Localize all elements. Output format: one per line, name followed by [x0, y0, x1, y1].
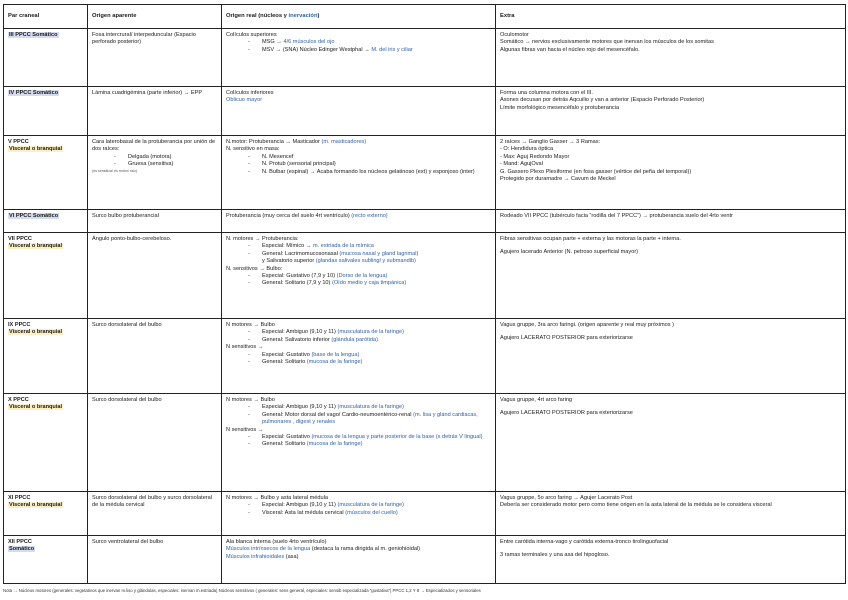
nerve-iii-real-origin — [222, 29, 496, 87]
item-innervation: (mucosa nasal y gland lagrimal) — [339, 250, 419, 257]
nerve-ix-motor-list — [226, 329, 491, 344]
item-text: (asa) — [285, 553, 299, 560]
nerve-vii-origin: Ángulo ponto-bulbo-cerebeloso. — [88, 233, 222, 319]
nerve-iii-real-title: Colículos superiores — [226, 32, 277, 38]
nerve-vii-motor-list — [226, 243, 491, 265]
real-line — [226, 546, 491, 553]
nerve-vi-origin: Surco bulbo protuberancial — [88, 210, 222, 233]
sensitive-title: N sensitivos → — [226, 344, 264, 351]
list-item — [226, 273, 491, 280]
nerve-vii-sensitive-list — [226, 273, 491, 288]
item-text: (destaca la rama dirigida al m. geniohioidal) — [311, 546, 421, 553]
nerve-v-sensitive-list — [226, 154, 491, 176]
nerve-xii-type: Somático — [9, 546, 35, 553]
motor-title: N motores → Bulbo — [226, 322, 275, 328]
item-text: MSG → — [262, 39, 284, 46]
nerve-vii-extra — [496, 233, 846, 319]
extra-line: Somático → nervios exclusivamente motores que inervan los músculos de los somitas — [500, 39, 714, 46]
item-innervation: (musculatura de la faringe) — [337, 329, 404, 336]
nerve-xi-origin: Surco dorsolateral del bulbo y surco dorsolateral de la médula cervical — [88, 492, 222, 536]
nerve-iii-origin: Fosa intercrural/ interpeduncular (Espacio perforado posterior) — [88, 29, 222, 87]
nerve-xi-motor-list — [226, 502, 491, 517]
nerve-x-sensitive-list — [226, 434, 491, 449]
row-nerve-v — [4, 136, 846, 210]
row-nerve-xii — [4, 536, 846, 584]
nerve-iv-extra — [496, 87, 846, 136]
list-item — [226, 352, 491, 359]
nerve-iv-name: IV PPCC Somático — [9, 90, 59, 96]
extra-line: Axones decusan por detrás Aqcuilio y van a anterior (Espacio Perforado Posterior) — [500, 97, 705, 104]
row-nerve-vi — [4, 210, 846, 233]
nerve-iv-name-cell — [4, 87, 88, 136]
item-text: Protuberancia (muy cerca del suelo 4rt ventrículo) — [226, 213, 352, 219]
list-item — [226, 441, 491, 448]
nerve-x-name-cell — [4, 394, 88, 492]
extra-line: Oculomotor — [500, 32, 529, 38]
extra-line: Fibras sensitivas ocupan parte + externa y las motoras la parte + interna. — [500, 236, 681, 242]
item-text: General: Solitario — [262, 441, 307, 448]
item-text: MSV → (SNA) Núcleo Edinger Westphal → — [262, 46, 372, 53]
item-innervation: (m. lisa y glánd cardiacas, pulmonares , digest y renales — [262, 411, 478, 426]
item-text: Visceral: Asta lat médula cervical — [262, 509, 346, 516]
nerve-iv-origin: Lámina cuadrigémina (parte inferior) → EPP — [88, 87, 222, 136]
nerve-ix-real-origin — [222, 319, 496, 394]
nerve-vii-name-cell — [4, 233, 88, 319]
item-text: General: Solitario (7,9 y 10) — [262, 280, 332, 287]
nerve-v-roots — [92, 154, 217, 169]
nerve-iii-real-list — [226, 39, 491, 54]
header-origen-real — [222, 5, 496, 29]
list-item — [226, 412, 491, 427]
list-item — [226, 47, 491, 54]
item-text: General: Solitario — [262, 358, 307, 365]
nerve-xii-name: XII PPCC — [8, 539, 32, 545]
extra-line: Debería ser considerado motor pero como tiene origen en la asta lateral de la médula se le considera visceral — [500, 502, 772, 509]
nerve-iii-extra — [496, 29, 846, 87]
header-par-craneal: Par craneal — [4, 5, 88, 29]
item-innervation: (glándula parótida) — [331, 336, 378, 343]
item-text: General: Salivatorio inferior — [262, 336, 332, 343]
list-item: - Gruesa (sensitiva) — [92, 161, 217, 168]
nerve-iv-innervation: Oblicuo mayor — [226, 97, 263, 104]
origin-text: Cara laterobasal de la protuberancia por unión de dos raíces: — [92, 139, 216, 153]
nerve-x-real-origin — [222, 394, 496, 492]
item-innervation: (recto externo) — [351, 213, 388, 219]
nerve-iv-real-origin — [222, 87, 496, 136]
motor-title: N motores → Bulbo y asta lateral médula — [226, 495, 328, 501]
nerve-x-name: X PPCC — [8, 397, 29, 403]
row-nerve-x — [4, 394, 846, 492]
nerve-xii-extra — [496, 536, 846, 584]
nerve-x-extra — [496, 394, 846, 492]
sensitive-title: N sensitivos → — [226, 426, 264, 433]
nerve-v-name: V PPCC — [8, 139, 29, 145]
list-item — [226, 243, 491, 250]
list-item — [226, 337, 491, 344]
footnote: Nota → Núcleos motores (generales: vegetativos que inervan m.liso y glándulas, especiales: inervan m.estriada) Núcleos sensitivos ( generales: sens general, especiales: sensib especializada “gustativa”) PPCC 1,2 Y 8 → Especializados y sensoriales — [3, 588, 481, 593]
nerve-ix-type: Visceral o branquial — [9, 329, 63, 336]
nerve-vi-extra: Rodeado VII PPCC (tubérculo facia “rodilla del 7 PPCC”) → protuberancia suelo del 4rto ventr — [496, 210, 846, 233]
list-item — [226, 434, 491, 441]
nerve-vii-type: Visceral o branquial — [9, 243, 63, 250]
nerve-vi-real-origin — [222, 210, 496, 233]
motor-title: N. motores → Protuberancia: — [226, 236, 299, 242]
item-innervation: (musculatura de la faringe) — [337, 404, 404, 411]
header-extra: Extra — [496, 5, 846, 29]
list-item: - N. Mesencef — [226, 154, 491, 161]
list-item — [226, 280, 491, 287]
list-item — [226, 329, 491, 336]
item-innervation: (mucosa de la lengua y parte posterior de la base (x detrás V lingual) — [311, 433, 483, 440]
nerve-vi-name-cell — [4, 210, 88, 233]
list-item: - N. Bulbar (espinal) → Acaba formando los núcleos gelatinoso (ext) y esponjoso (inter) — [226, 169, 491, 176]
nerve-x-motor-list — [226, 404, 491, 426]
item-innervation: 4/6 músculos del ojo — [283, 39, 335, 46]
extra-line: Vagus gruppe, 5o arco faring → Agujer Lacerato Post — [500, 495, 633, 501]
item-innervation: (mucosa de la faringe) — [306, 358, 363, 365]
extra-line: 2 raíces → Ganglio Gasser → 3 Ramas: — [500, 139, 601, 145]
nerve-v-origin — [88, 136, 222, 210]
nerve-ix-sensitive-list — [226, 352, 491, 367]
real-line: Ala blanca interna (suelo 4rto ventrículo) — [226, 539, 327, 545]
list-item — [226, 359, 491, 366]
extra-line: - Max: Aguj Redondo Mayor — [500, 153, 570, 160]
item-innervation: (mucosa de la faringe) — [306, 441, 363, 448]
row-nerve-vii — [4, 233, 846, 319]
cranial-nerves-table-sheet — [3, 4, 845, 584]
extra-line: Agujero LACERATO POSTERIOR para exteriorizarse — [500, 410, 633, 417]
nerve-iii-name: III PPCC Somático — [9, 32, 58, 38]
item-innervation: (Oído medio y caja timpánica) — [331, 280, 407, 287]
item-text: Especial: Ambiguo (9,10 y 11) — [262, 329, 338, 336]
nerve-vi-name: VI PPCC Somático — [9, 213, 59, 219]
extra-line: Agujero LACERATO POSTERIOR para exteriorizarse — [500, 335, 633, 342]
extra-line: G. Gassero Plexo Plexiforme (en fosa gasser (vértice del peña del temporal)) — [500, 168, 692, 175]
item-text: Especial: Mímico → — [262, 243, 313, 250]
real-line — [226, 554, 491, 561]
row-nerve-iii — [4, 29, 846, 87]
nerve-xii-real-origin — [222, 536, 496, 584]
list-item: - Delgada (motora) — [92, 154, 217, 161]
nerve-xi-name-cell — [4, 492, 88, 536]
item-text: Especial: Ambiguo (9,10 y 11) — [262, 502, 338, 509]
extra-line: Forma una columna motora con el III. — [500, 90, 593, 96]
nerve-v-real-origin — [222, 136, 496, 210]
sensitive-title: N. sensitivo en masa: — [226, 146, 280, 153]
item-innervation: M. del iris y ciliar — [371, 46, 413, 53]
nerve-x-type: Visceral o branquial — [9, 404, 63, 411]
extra-line: Entre carótida interna-vago y carótida externa-tronco tirolinguofacial — [500, 539, 669, 545]
nerve-xi-real-origin — [222, 492, 496, 536]
nerve-xii-origin: Surco ventrolateral del bulbo — [88, 536, 222, 584]
item-text: Especial: Gustativo (7,9 y 10) — [262, 272, 337, 279]
extra-line: 3 ramas terminales y una asa del hipogloso. — [500, 552, 610, 559]
nerve-xi-name: XI PPCC — [8, 495, 31, 501]
item-innervation: (músculos del cuello) — [345, 509, 398, 516]
item-innervation: (m. masticadores) — [321, 139, 367, 145]
list-item — [226, 502, 491, 509]
item-innervation: (glandas salivales sublingl y submandib) — [315, 258, 416, 265]
origin-note: (es sensitiva/ es motor/ raíz) — [92, 168, 138, 173]
item-text: General: Motor dorsal del vago/ Cardio-neumoentérico-renal — [262, 411, 414, 418]
item-innervation: Músculos infrahioidales — [226, 553, 286, 560]
list-item — [226, 39, 491, 46]
extra-line: Algunas fibras van hacia el núcleo rojo del mesencéfalo. — [500, 46, 640, 53]
nerve-v-extra — [496, 136, 846, 210]
nerve-xi-extra — [496, 492, 846, 536]
sensitive-title: N. sensitivos → Bulbo: — [226, 265, 283, 272]
header-origen-real-close: ) — [317, 13, 320, 20]
header-row — [4, 5, 846, 29]
extra-line: Vagus gruppe, 3ra arco faringi. (origen aparente y real muy próximos ) — [500, 322, 675, 328]
nerve-xii-name-cell — [4, 536, 88, 584]
nerve-xi-type: Visceral o branquial — [9, 502, 63, 509]
nerve-vii-name: VII PPCC — [8, 236, 32, 242]
extra-line: Agujero lacerado Anterior (N. petroso superficial mayor) — [500, 249, 639, 256]
list-item — [226, 258, 491, 265]
row-nerve-ix — [4, 319, 846, 394]
item-text: y Salivatorio superior — [262, 258, 316, 265]
motor-title: N motores → Bulbo — [226, 397, 275, 403]
header-origen-aparente: Origen aparente — [88, 5, 222, 29]
item-text: Especial: Gustativo — [262, 351, 312, 358]
header-inervacion-text: inervación — [288, 13, 318, 20]
motor-line — [226, 139, 491, 146]
list-item — [226, 510, 491, 517]
nerve-v-type: Visceral o branquial — [9, 146, 63, 153]
list-item — [226, 251, 491, 258]
extra-line: - Mand: AgujOval — [500, 161, 543, 168]
nerve-iv-real-title: Colículos inferiores — [226, 90, 274, 96]
nerve-iii-name-cell — [4, 29, 88, 87]
item-text: Especial: Ambiguo (9,10 y 11) — [262, 404, 338, 411]
row-nerve-iv — [4, 87, 846, 136]
extra-line: Límite morfológico mesencéfalo y protuberancia — [500, 104, 620, 111]
item-innervation: (Dorso de la lengua) — [336, 272, 388, 279]
item-innervation: m. estriada de la mímica — [312, 243, 374, 250]
item-text: General: Lacrimomucosonasal — [262, 250, 340, 257]
nerve-x-origin: Surco dorsolateral del bulbo — [88, 394, 222, 492]
row-nerve-xi — [4, 492, 846, 536]
list-item — [226, 404, 491, 411]
nerve-ix-name-cell — [4, 319, 88, 394]
nerve-v-name-cell — [4, 136, 88, 210]
item-innervation: (base de la lengua) — [311, 351, 360, 358]
cranial-nerves-table — [3, 4, 846, 584]
list-item: - N. Protub (sensorial principal) — [226, 161, 491, 168]
nerve-ix-origin: Surco dorsolateral del bulbo — [88, 319, 222, 394]
extra-line: Vagus gruppe, 4rt arco faring — [500, 397, 573, 403]
nerve-vii-real-origin — [222, 233, 496, 319]
extra-line: Protegido por duramadre → Cavum de Meckel — [500, 175, 616, 182]
item-text: N.motor: Protuberancia → Masticador — [226, 139, 322, 145]
header-origen-real-text: Origen real (núcleos y — [226, 13, 289, 20]
item-innervation: (musculatura de la faringe) — [337, 502, 404, 509]
extra-line: - O: Hendidura óptica — [500, 146, 554, 153]
item-text: Especial: Gustativo — [262, 433, 312, 440]
nerve-ix-name: IX PPCC — [8, 322, 31, 328]
item-innervation: Músculos intrínsecos de la lengua — [226, 546, 312, 553]
nerve-ix-extra — [496, 319, 846, 394]
